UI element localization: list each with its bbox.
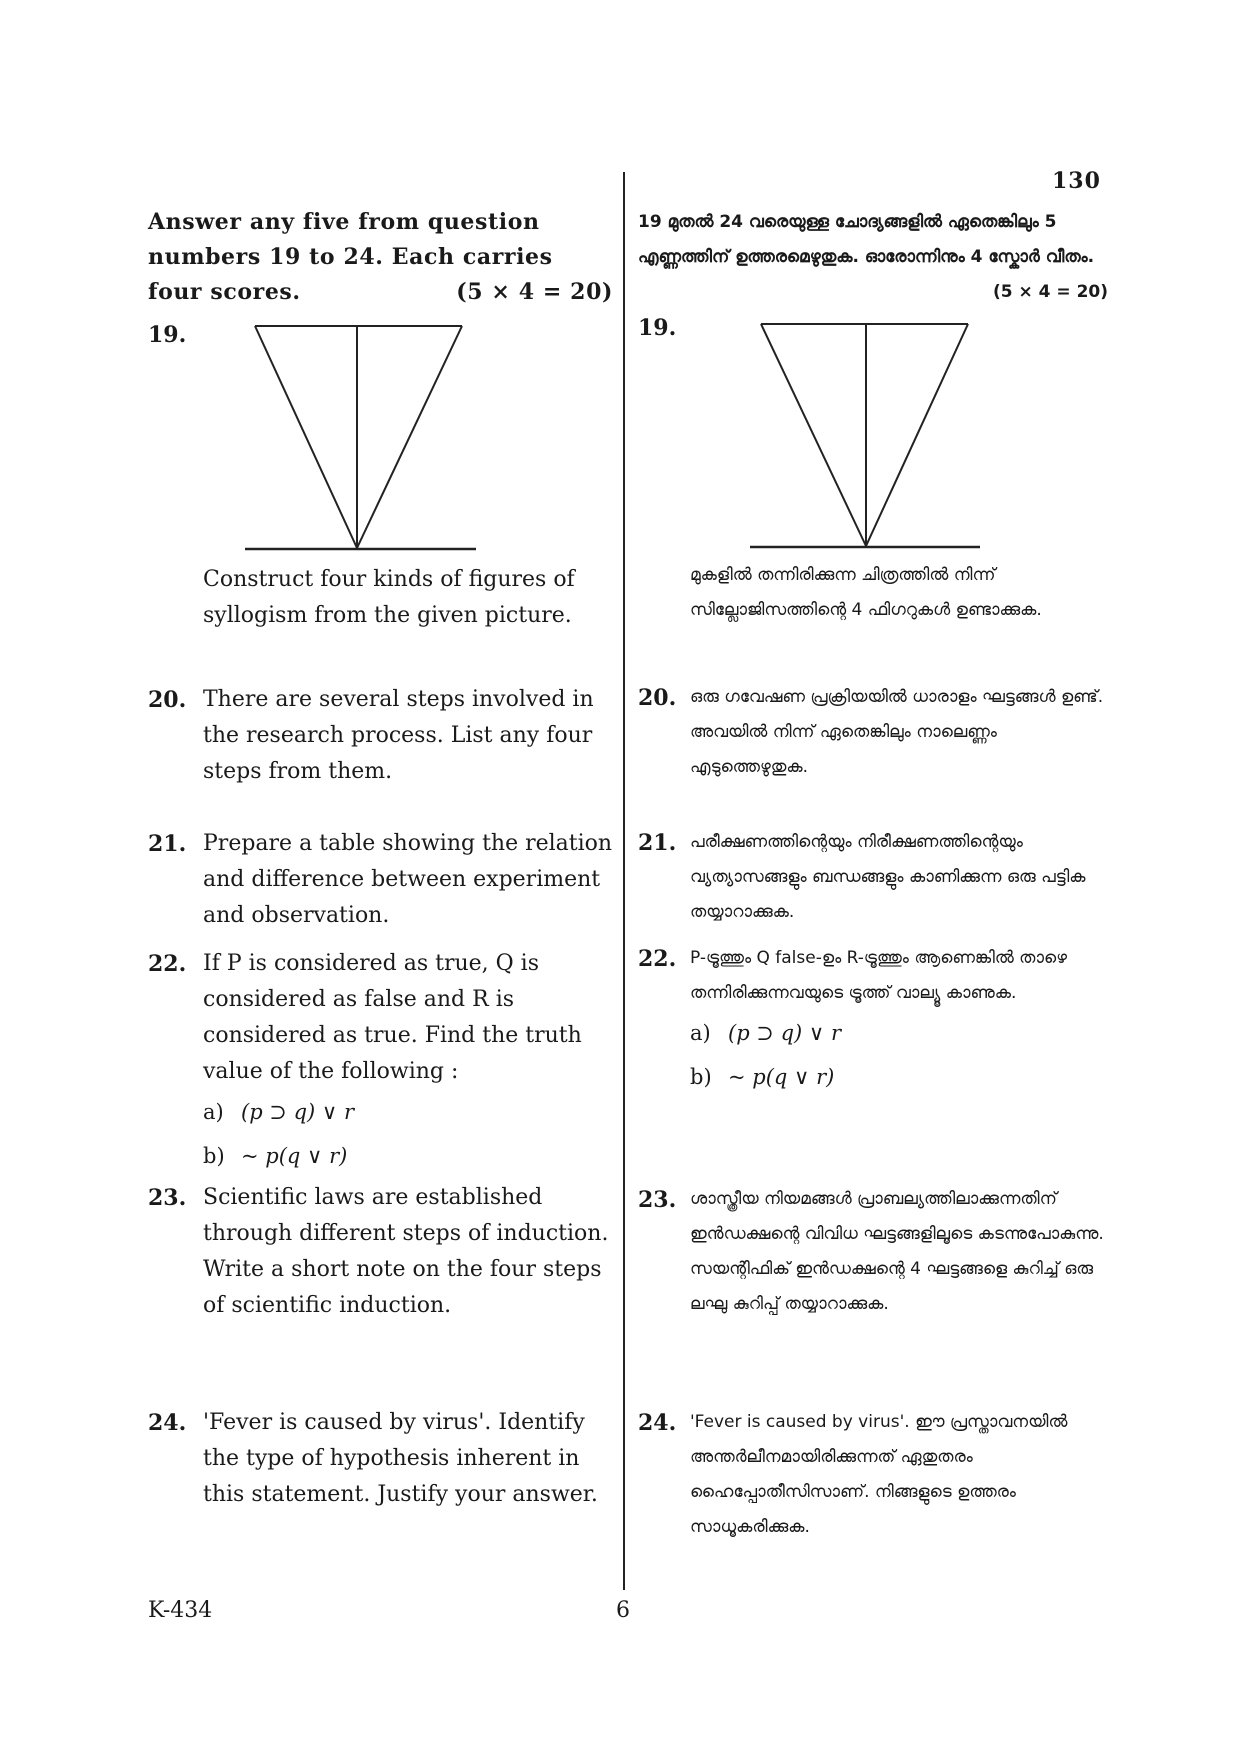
option-label: a) [203, 1100, 224, 1124]
option-b [690, 1055, 1108, 1099]
question-text: P-ട്രൂത്തും Q false-ഉം R-ട്രൂത്തും ആണെങ്കിൽ താഴെ തന്നിരിക്കുന്നവയുടെ ട്രൂത്ത് വാല്യൂ കാണുക. [690, 948, 1068, 1003]
question-20 [638, 680, 1108, 785]
question-22 [148, 946, 613, 1178]
option-expression: ~ p(q ∨ r) [241, 1144, 348, 1168]
option-expression: (p ⊃ q) ∨ r [728, 1021, 841, 1045]
question-text: 'Fever is caused by virus'. ഈ പ്രസ്താവനയിൽ അന്തർലീനമായിരിക്കുന്നത് ഏതുതരം ഹൈപ്പോതീസിസാണ്. നിങ്ങളുടെ ഉത്തരം സാധൂകരിക്കുക. [690, 1412, 1068, 1537]
question-number: 21. [638, 830, 677, 856]
question-text: If P is considered as true, Q is considered as false and R is considered as true. Find the truth value of the following : [203, 951, 582, 1084]
question-text: Construct four kinds of figures of syllogism from the given picture. [203, 567, 575, 628]
question-number: 24. [148, 1410, 187, 1436]
figure-right-edge [357, 326, 462, 548]
section-instruction [148, 205, 613, 310]
option-expression: ~ p(q ∨ r) [728, 1065, 835, 1089]
question-text: 'Fever is caused by virus'. Identify the type of hypothesis inherent in this statement. Justify your answer. [203, 1410, 598, 1507]
question-text: ഒരു ഗവേഷണ പ്രക്രിയയിൽ ധാരാളം ഘട്ടങ്ങൾ ഉണ്ട്. അവയിൽ നിന്ന് ഏതെങ്കിലും നാലെണ്ണം എടുത്തെഴുതുക. [690, 687, 1104, 777]
option-label: b) [203, 1144, 225, 1168]
column-divider [623, 172, 625, 1590]
question-24 [148, 1405, 613, 1513]
question-number: 23. [638, 1187, 677, 1213]
question-number: 21. [148, 831, 187, 857]
question-20 [148, 682, 613, 790]
score-marks: (5 × 4 = 20) [456, 279, 613, 305]
option-expression: (p ⊃ q) ∨ r [241, 1100, 354, 1124]
question-number: 19. [148, 322, 187, 348]
figure-right-edge [866, 324, 968, 546]
question-19-text [148, 562, 613, 634]
figure-left-edge [255, 326, 357, 548]
page-number: 130 [1052, 168, 1101, 194]
option-a [690, 1011, 1108, 1055]
question-number: 24. [638, 1410, 677, 1436]
question-text: പരീക്ഷണത്തിന്റെയും നിരീക്ഷണത്തിന്റെയും വ്യത്യാസങ്ങളും ബന്ധങ്ങളും കാണിക്കുന്ന ഒരു പട്ടിക തയ്യാറാക്കുക. [690, 832, 1086, 922]
question-23 [638, 1182, 1108, 1322]
section-instruction [638, 205, 1108, 310]
syllogism-figure-english [240, 320, 480, 555]
option-label: a) [690, 1021, 711, 1045]
question-19-text [638, 558, 1108, 628]
footer-page-number: 6 [616, 1598, 630, 1623]
question-text: ശാസ്ത്രീയ നിയമങ്ങൾ പ്രാബല്യത്തിലാക്കുന്നതിന് ഇൻഡക്ഷന്റെ വിവിധ ഘട്ടങ്ങളിലൂടെ കടന്നുപോകുന്നു. സയന്റിഫിക് ഇൻഡക്ഷന്റെ 4 ഘട്ടങ്ങളെ കുറിച്ച് ഒരു ലഘു കുറിപ്പ് തയ്യാറാക്കുക. [690, 1189, 1104, 1314]
option-label: b) [690, 1065, 712, 1089]
question-number: 22. [148, 951, 187, 977]
question-number: 20. [638, 685, 677, 711]
question-23 [148, 1180, 613, 1324]
score-marks: (5 × 4 = 20) [992, 282, 1108, 302]
question-text: Scientific laws are established through different steps of induction. Write a short note on the four steps of scientific induction. [203, 1185, 609, 1318]
paper-code: K-434 [148, 1598, 213, 1623]
option-b [203, 1134, 613, 1178]
syllogism-figure-malayalam [750, 318, 990, 553]
question-text: മുകളിൽ തന്നിരിക്കുന്ന ചിത്രത്തിൽ നിന്ന് സില്ലോജിസത്തിന്റെ 4 ഫിഗറുകൾ ഉണ്ടാക്കുക. [690, 565, 1042, 620]
option-a [203, 1090, 613, 1134]
question-text: Prepare a table showing the relation and difference between experiment and observation. [203, 831, 613, 928]
question-number: 22. [638, 946, 677, 972]
question-number: 23. [148, 1185, 187, 1211]
question-24 [638, 1405, 1108, 1545]
question-21 [148, 826, 613, 934]
question-number: 19. [638, 315, 677, 341]
instruction-text: 19 മുതൽ 24 വരെയുള്ള ചോദ്യങ്ങളിൽ ഏതെങ്കിലും 5 എണ്ണത്തിന് ഉത്തരമെഴുതുക. ഓരോന്നിനും 4 സ്കോർ വീതം. [638, 212, 1095, 267]
question-22 [638, 941, 1108, 1099]
question-text: There are several steps involved in the research process. List any four steps from them. [203, 687, 594, 784]
question-number: 20. [148, 687, 187, 713]
instruction-text: Answer any five from question numbers 19 to 24. Each carries four scores. [148, 209, 553, 305]
question-21 [638, 825, 1108, 930]
figure-left-edge [761, 324, 866, 546]
